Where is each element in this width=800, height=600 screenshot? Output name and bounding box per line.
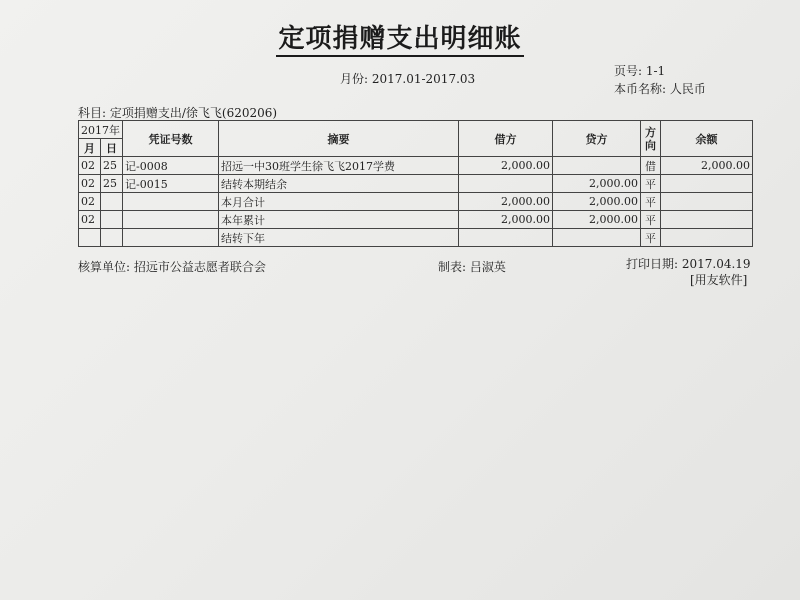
header-summary: 摘要 [219,121,459,157]
cell-summary: 结转下年 [219,229,459,247]
header-month: 月 [79,139,101,157]
cell-direction: 平 [641,229,661,247]
cell-credit [553,229,641,247]
header-direction: 方向 [641,121,661,157]
cell-credit: 2,000.00 [553,175,641,193]
period-label: 月份: 2017.01-2017.03 [340,72,476,86]
cell-direction: 平 [641,193,661,211]
header-credit: 贷方 [553,121,641,157]
cell-direction: 借 [641,157,661,175]
cell-balance [661,193,753,211]
cell-month: 02 [79,193,101,211]
header-voucher: 凭证号数 [123,121,219,157]
cell-direction: 平 [641,211,661,229]
table-row [79,193,753,211]
cell-summary: 本月合计 [219,193,459,211]
header-day: 日 [101,139,123,157]
cell-voucher [123,229,219,247]
table-row [79,229,753,247]
table-row [79,211,753,229]
software-label: [用友软件] [690,273,748,287]
cell-direction: 平 [641,175,661,193]
prepared-by: 制表: 吕淑英 [438,260,506,274]
currency-label: 本币名称: 人民币 [614,82,706,96]
page-title [0,18,800,55]
cell-voucher [123,211,219,229]
cell-credit: 2,000.00 [553,193,641,211]
ledger-table [78,120,753,247]
cell-month: 02 [79,175,101,193]
cell-month [79,229,101,247]
subject-label: 科目: 定项捐赠支出/徐飞飞(620206) [78,106,278,120]
print-date: 打印日期: 2017.04.19 [626,257,751,271]
title-text: 定项捐赠支出明细账 [276,24,523,57]
cell-day: 25 [101,175,123,193]
cell-voucher [123,193,219,211]
cell-debit [459,175,553,193]
cell-balance [661,211,753,229]
cell-day [101,229,123,247]
cell-summary: 招远一中30班学生徐飞飞2017学费 [219,157,459,175]
cell-month: 02 [79,157,101,175]
cell-day [101,193,123,211]
cell-debit: 2,000.00 [459,157,553,175]
cell-credit: 2,000.00 [553,211,641,229]
cell-summary: 结转本期结余 [219,175,459,193]
page-number: 页号: 1-1 [614,64,666,78]
cell-voucher: 记-0015 [123,175,219,193]
cell-balance: 2,000.00 [661,157,753,175]
cell-summary: 本年累计 [219,211,459,229]
cell-debit: 2,000.00 [459,211,553,229]
cell-debit: 2,000.00 [459,193,553,211]
cell-debit [459,229,553,247]
header-row [79,121,753,139]
cell-voucher: 记-0008 [123,157,219,175]
accounting-unit: 核算单位: 招远市公益志愿者联合会 [78,260,266,274]
cell-day [101,211,123,229]
cell-month: 02 [79,211,101,229]
cell-balance [661,229,753,247]
header-debit: 借方 [459,121,553,157]
cell-day: 25 [101,157,123,175]
cell-credit [553,157,641,175]
cell-balance [661,175,753,193]
header-year: 2017年 [79,121,123,139]
table-row [79,175,753,193]
table-row [79,157,753,175]
header-balance: 余额 [661,121,753,157]
